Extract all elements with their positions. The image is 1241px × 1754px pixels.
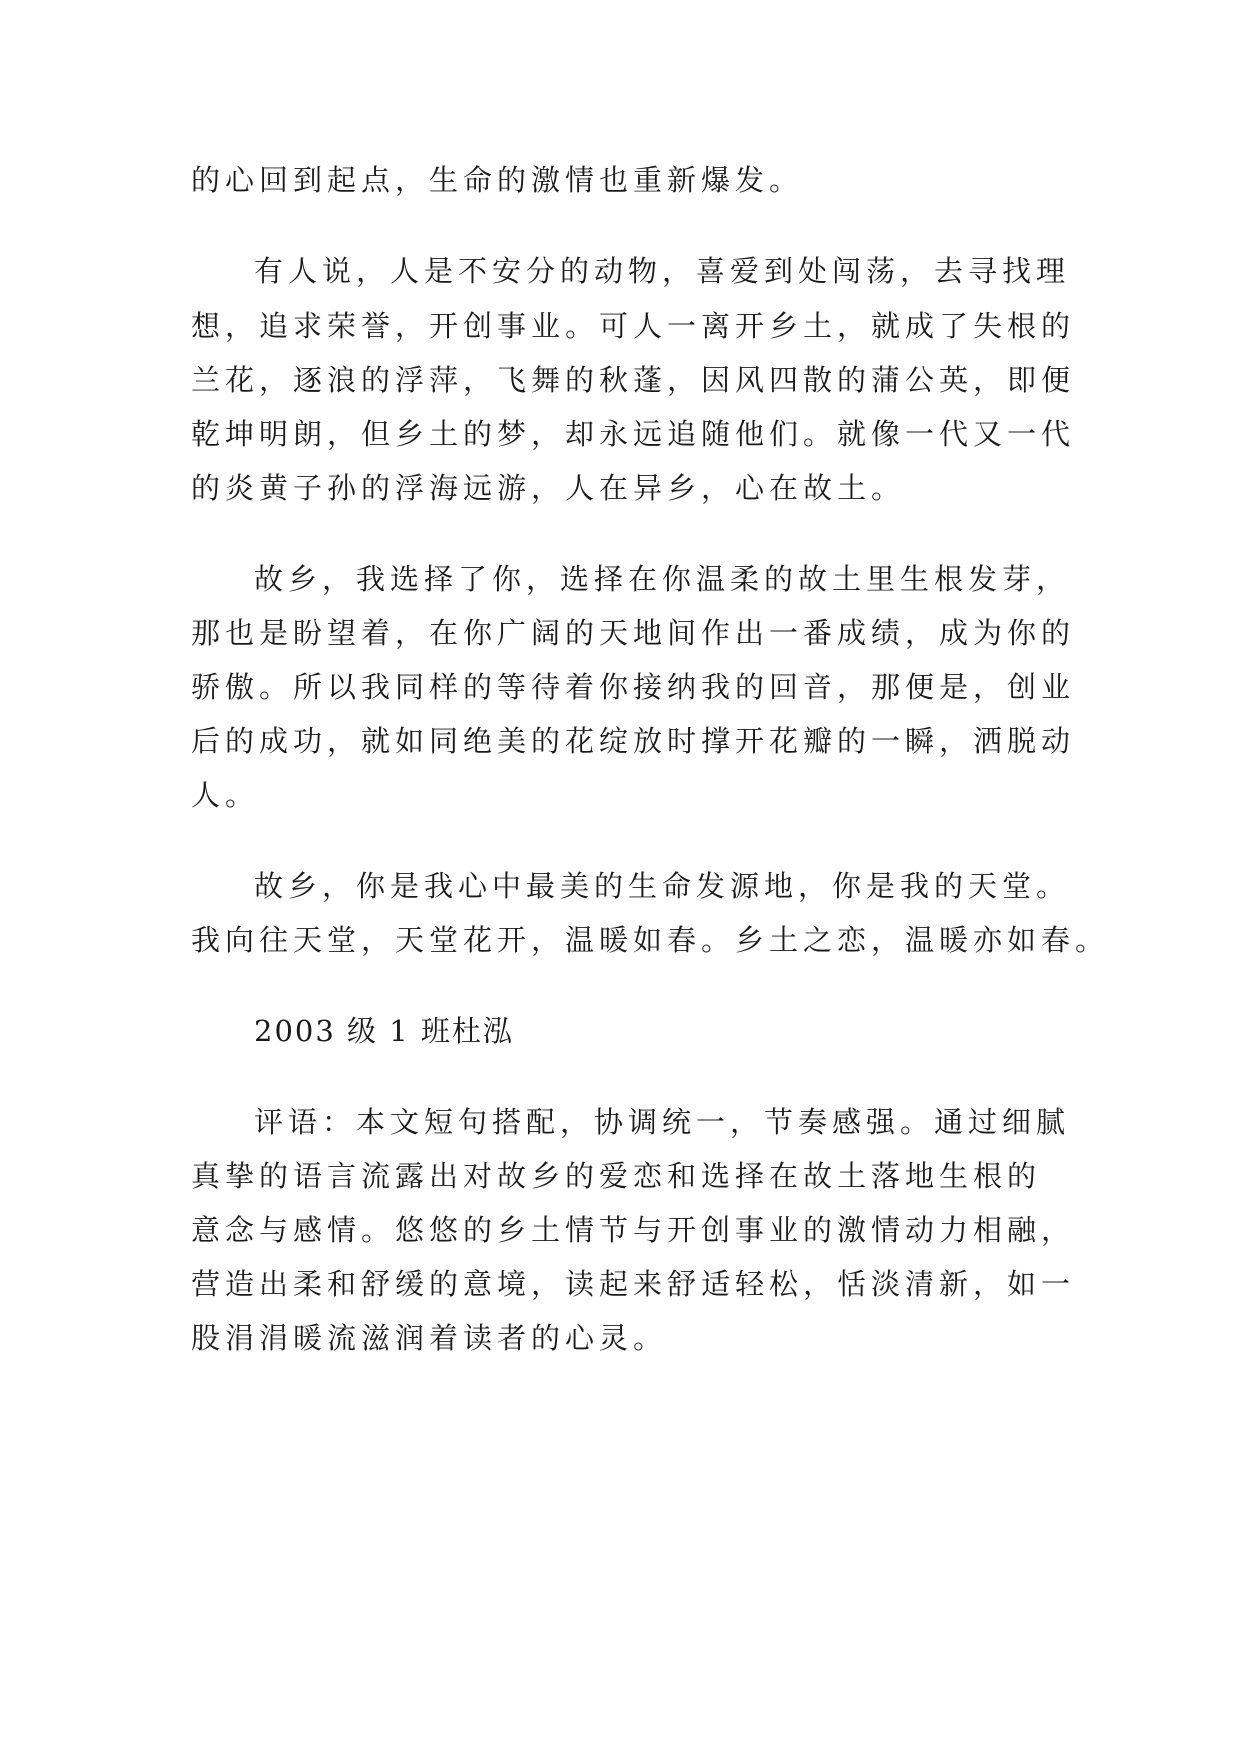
text-line: 兰花，逐浪的浮萍，飞舞的秋蓬，因风四散的蒲公英，即便 [191,363,1076,397]
text-line: 的心回到起点，生命的激情也重新爆发。 [191,163,804,197]
author-signature: 2003 级 1 班杜泓 [254,1014,514,1048]
text-line: 营造出柔和舒缓的意境，读起来舒适轻松，恬淡清新，如一 [191,1267,1076,1301]
text-line: 意念与感情。悠悠的乡土情节与开创事业的激情动力相融， [191,1213,1076,1247]
text-line: 想，追求荣誉，开创事业。可人一离开乡土，就成了失根的 [191,309,1076,343]
text-line: 的炎黄子孙的浮海远游，人在异乡，心在故土。 [191,471,906,505]
text-line: 那也是盼望着，在你广阔的天地间作出一番成绩，成为你的 [191,616,1076,650]
text-line: 人。 [191,778,260,812]
text-line: 股涓涓暖流滋润着读者的心灵。 [191,1321,668,1355]
text-line: 有人说，人是不安分的动物，喜爱到处闯荡，去寻找理 [254,254,1071,288]
text-line: 故乡，我选择了你，选择在你温柔的故土里生根发芽， [254,562,1071,596]
text-line: 后的成功，就如同绝美的花绽放时撑开花瓣的一瞬，洒脱动 [191,724,1076,758]
text-line: 乾坤明朗，但乡土的梦，却永远追随他们。就像一代又一代 [191,417,1076,451]
text-line: 故乡，你是我心中最美的生命发源地，你是我的天堂。 [254,869,1071,903]
text-line: 评语：本文短句搭配，协调统一，节奏感强。通过细腻 [254,1105,1071,1139]
text-line: 我向往天堂，天堂花开，温暖如春。乡土之恋，温暖亦如春。 [191,923,1110,957]
text-line: 真挚的语言流露出对故乡的爱恋和选择在故土落地生根的 [191,1159,1042,1193]
text-line: 骄傲。所以我同样的等待着你接纳我的回音，那便是，创业 [191,670,1076,704]
